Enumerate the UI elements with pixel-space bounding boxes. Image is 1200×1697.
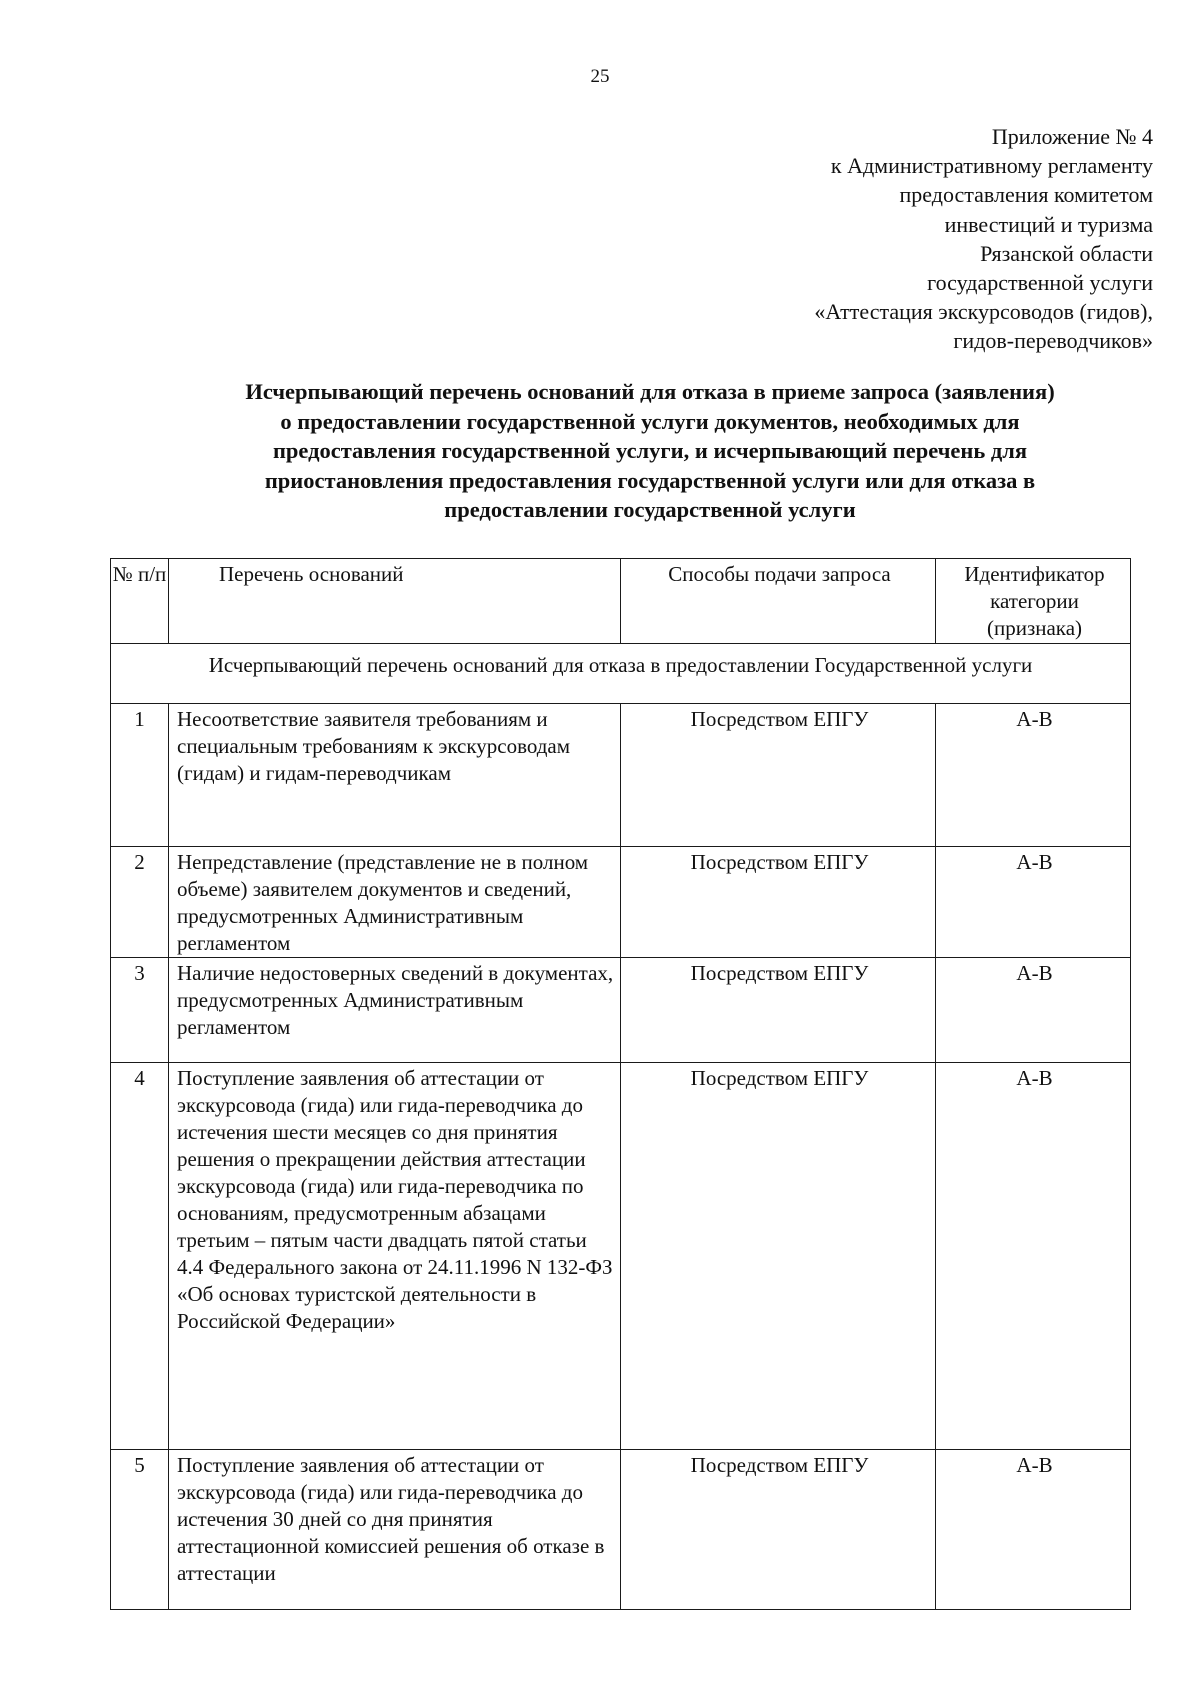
row-category: А-В <box>936 1450 1131 1610</box>
appendix-line: предоставления комитетом <box>899 182 1153 208</box>
row-reason: Поступление заявления об аттестации от экскурсовода (гида) или гида-переводчика до истечения шести месяцев со дня принятия решения о прекращении действия аттестации экскурсовода (гида) или гида-переводчика по основаниям, предусмотренным абзацами третьим – пятым части двадцать пятой статьи 4.4 Федерального закона от 24.11.1996 N 132-ФЗ «Об основах туристской деятельности в Российской Федерации» <box>169 1063 621 1450</box>
section-row <box>111 644 1131 704</box>
appendix-line: Приложение № 4 <box>991 124 1153 149</box>
table-row <box>111 1450 1131 1610</box>
row-category: А-В <box>936 958 1131 1063</box>
row-category: А-В <box>936 704 1131 847</box>
page-number: 25 <box>590 66 610 87</box>
appendix-line: «Аттестация экскурсоводов (гидов), <box>814 299 1153 325</box>
document-title <box>150 377 1150 525</box>
table-row <box>111 1063 1131 1450</box>
header-reasons: Перечень оснований <box>169 559 621 644</box>
title-line: Исчерпывающий перечень оснований для отказа в приеме запроса (заявления) <box>245 379 1055 404</box>
header-category: Идентификатор категории (признака) <box>936 559 1131 644</box>
title-line: предоставлении государственной услуги <box>444 497 856 522</box>
section-title: Исчерпывающий перечень оснований для отказа в предоставлении Государственной услуги <box>111 644 1131 704</box>
row-method: Посредством ЕПГУ <box>621 704 936 847</box>
table-row <box>111 704 1131 847</box>
row-method: Посредством ЕПГУ <box>621 847 936 958</box>
table-row <box>111 847 1131 958</box>
row-category: А-В <box>936 1063 1131 1450</box>
header-num: № п/п <box>111 559 169 644</box>
appendix-line: гидов-переводчиков» <box>953 328 1153 354</box>
row-num: 2 <box>111 847 169 958</box>
header-methods: Способы подачи запроса <box>621 559 936 644</box>
row-reason: Поступление заявления об аттестации от экскурсовода (гида) или гида-переводчика до истечения 30 дней со дня принятия аттестационной комиссией решения об отказе в аттестации <box>169 1450 621 1610</box>
title-line: приостановления предоставления государственной услуги или для отказа в <box>264 467 1036 493</box>
table-header-row <box>111 559 1131 644</box>
row-num: 4 <box>111 1063 169 1450</box>
row-num: 5 <box>111 1450 169 1610</box>
appendix-reference <box>814 122 1153 356</box>
row-reason: Наличие недостоверных сведений в документах, предусмотренных Административным регламентом <box>169 958 621 1063</box>
row-reason: Непредставление (представление не в полном объеме) заявителем документов и сведений, предусмотренных Административным регламентом <box>169 847 621 958</box>
grounds-table <box>110 558 1131 1610</box>
row-num: 3 <box>111 958 169 1063</box>
row-method: Посредством ЕПГУ <box>621 958 936 1063</box>
row-method: Посредством ЕПГУ <box>621 1063 936 1450</box>
row-category: А-В <box>936 847 1131 958</box>
title-line: о предоставлении государственной услуги документов, необходимых для <box>280 408 1020 434</box>
row-method: Посредством ЕПГУ <box>621 1450 936 1610</box>
row-num: 1 <box>111 704 169 847</box>
row-reason: Несоответствие заявителя требованиям и специальным требованиям к экскурсоводам (гидам) и гидам-переводчикам <box>169 704 621 847</box>
appendix-line: государственной услуги <box>927 270 1153 296</box>
appendix-line: к Административному регламенту <box>830 153 1153 179</box>
appendix-line: Рязанской области <box>980 240 1153 266</box>
title-line: предоставления государственной услуги, и исчерпывающий перечень для <box>272 438 1028 463</box>
table-row <box>111 958 1131 1063</box>
appendix-line: инвестиций и туризма <box>944 211 1153 237</box>
